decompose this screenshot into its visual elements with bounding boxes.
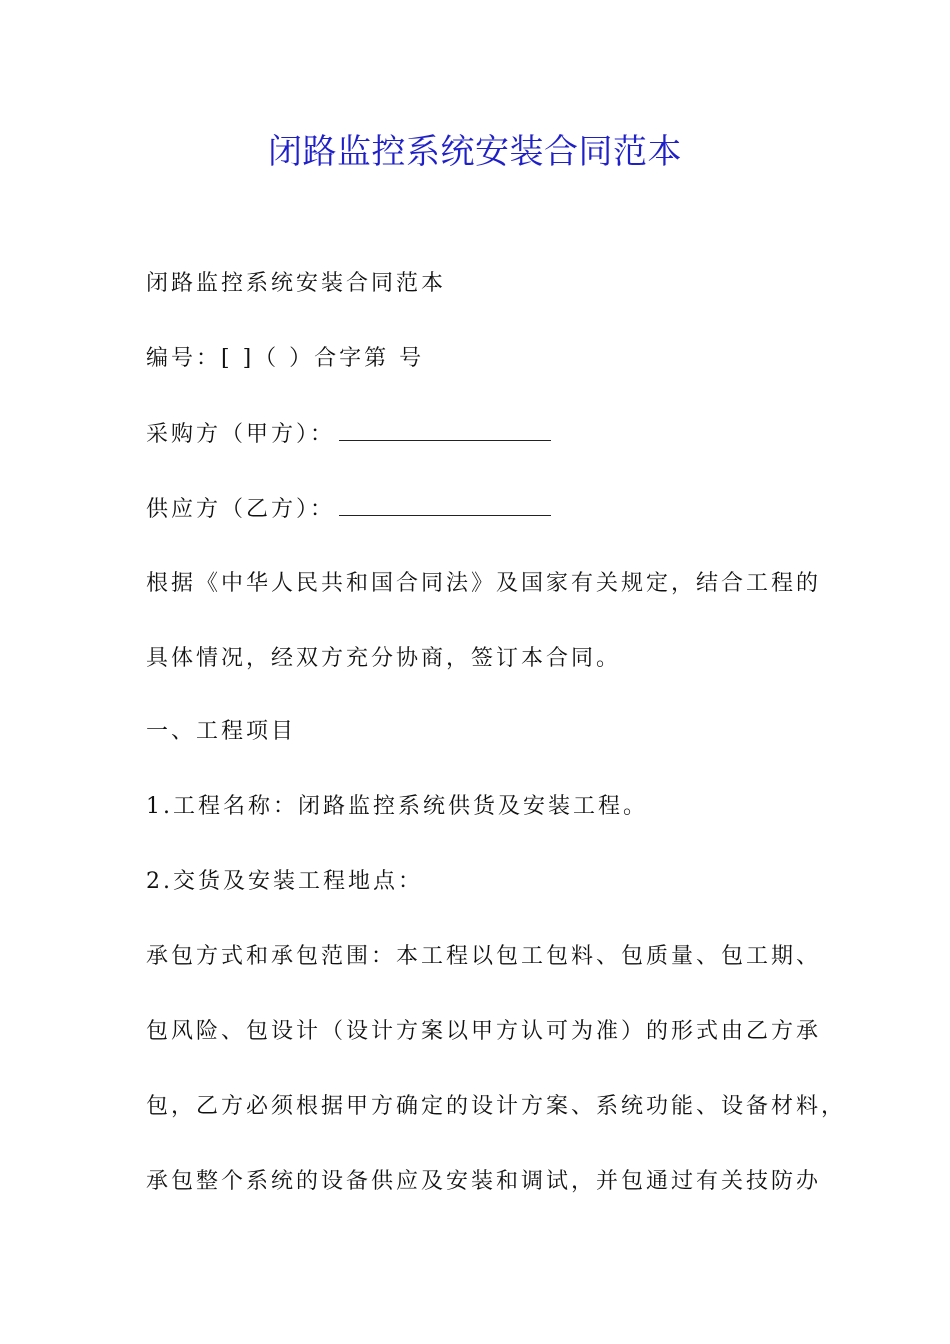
basis-paragraph-line-2: 具体情况，经双方充分协商，签订本合同。 — [146, 646, 622, 671]
contract-number-line: 编号：[ ]（ ）合字第 号 — [146, 346, 425, 371]
scope-paragraph-line-1: 承包方式和承包范围：本工程以包工包料、包质量、包工期、 — [146, 944, 822, 969]
buyer-blank — [339, 418, 551, 441]
supplier-line — [146, 493, 846, 526]
project-item-name: 1.工程名称：闭路监控系统供货及安装工程。 — [146, 794, 648, 819]
basis-paragraph-line-1: 根据《中华人民共和国合同法》及国家有关规定，结合工程的 — [146, 571, 822, 596]
buyer-line — [146, 418, 846, 451]
document-title: 闭路监控系统安装合同范本 — [268, 132, 682, 172]
supplier-label: 供应方（乙方）： — [146, 497, 336, 522]
scope-paragraph-line-2: 包风险、包设计（设计方案以甲方认可为准）的形式由乙方承 — [146, 1019, 822, 1044]
buyer-label: 采购方（甲方）： — [146, 422, 336, 447]
subtitle-line: 闭路监控系统安装合同范本 — [146, 271, 447, 296]
project-item-location: 2.交货及安装工程地点： — [146, 869, 423, 894]
scope-paragraph-line-3: 包，乙方必须根据甲方确定的设计方案、系统功能、设备材料， — [146, 1094, 847, 1119]
scope-paragraph-line-4: 承包整个系统的设备供应及安装和调试，并包通过有关技防办 — [146, 1169, 822, 1194]
section-heading-project: 一、工程项目 — [146, 719, 297, 744]
supplier-blank — [339, 493, 551, 516]
